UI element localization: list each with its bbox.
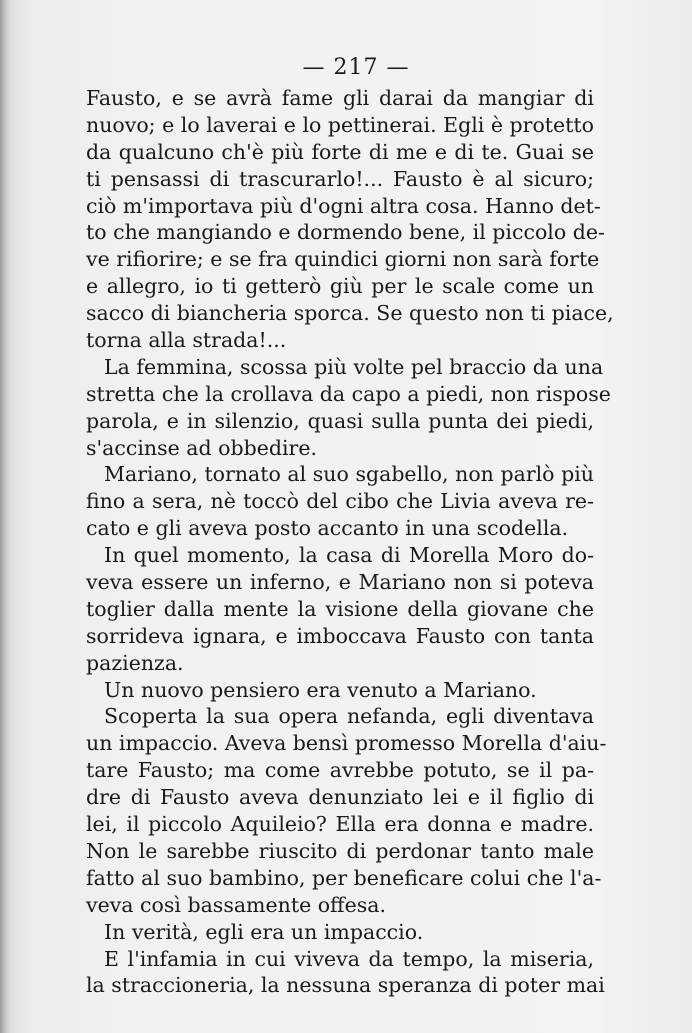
text-line: sacco di biancheria sporca. Se questo non ti piace, — [86, 301, 614, 326]
text-line: fatto al suo bambino, per beneficare colui che l'a- — [86, 865, 602, 890]
text-line: un impaccio. Aveva bensì promesso Morella d'aiu- — [86, 731, 607, 756]
text-line: la straccioneria, la nessuna speranza di poter mai — [86, 973, 605, 998]
text-line: ti pensassi di trascurarlo!... Fausto è al sicuro; — [86, 166, 594, 191]
text-line: parola, e in silenzio, quasi sulla punta dei piedi, — [86, 408, 594, 433]
text-line: da qualcuno ch'è più forte di me e di te. Guai se — [86, 139, 594, 164]
text-line: veva così bassamente offesa. — [86, 892, 387, 917]
page-number: — 217 — — [302, 55, 410, 80]
text-line: veva essere un inferno, e Mariano non si poteva — [86, 570, 594, 595]
text-line: Mariano, tornato al suo sgabello, non parlò più — [104, 462, 594, 487]
text-line: dre di Fausto aveva denunziato lei e il figlio di — [86, 785, 594, 810]
text-line: In verità, egli era un impaccio. — [104, 919, 424, 944]
text-line: Fausto, e se avrà fame gli darai da mangiar di — [86, 86, 594, 110]
text-line: pazienza. — [86, 650, 184, 675]
text-line: In quel momento, la casa di Morella Moro do- — [104, 543, 594, 568]
text-line: cato e gli aveva posto accanto in una scodella. — [86, 516, 569, 541]
page-binding-shadow — [0, 0, 10, 1033]
text-line: lei, il piccolo Aquileio? Ella era donna e madre. — [86, 812, 594, 837]
body-text — [86, 85, 614, 999]
text-line: Un nuovo pensiero era venuto a Mariano. — [104, 677, 537, 702]
text-line: s'accinse ad obbedire. — [86, 435, 317, 460]
text-line: sorrideva ignara, e imboccava Fausto con tanta — [86, 623, 594, 648]
text-line: stretta che la crollava da capo a piedi, non rispose — [86, 381, 611, 406]
text-line: nuovo; e lo laverai e lo pettinerai. Egli è protetto — [86, 112, 594, 137]
text-line: toglier dalla mente la visione della giovane che — [86, 596, 594, 621]
text-line: e allegro, io ti getterò giù per le scale come un — [86, 274, 594, 299]
text-line: torna alla strada!... — [86, 328, 287, 353]
text-line: tare Fausto; ma come avrebbe potuto, se il pa- — [86, 758, 594, 783]
text-line: Scoperta la sua opera nefanda, egli diventava — [104, 704, 594, 729]
text-line: Non le sarebbe riuscito di perdonar tanto male — [86, 838, 594, 863]
text-line: E l'infamia in cui viveva da tempo, la miseria, — [104, 946, 594, 971]
text-line: ve rifiorire; e se fra quindici giorni non sarà forte — [86, 247, 600, 272]
text-line: to che mangiando e dormendo bene, il piccolo de- — [86, 220, 605, 245]
text-line: fino a sera, nè toccò del cibo che Livia aveva re- — [86, 489, 594, 514]
text-line: La femmina, scossa più volte pel braccio da una — [104, 354, 604, 379]
text-line: ciò m'importava più d'ogni altra cosa. Hanno det- — [86, 193, 601, 218]
